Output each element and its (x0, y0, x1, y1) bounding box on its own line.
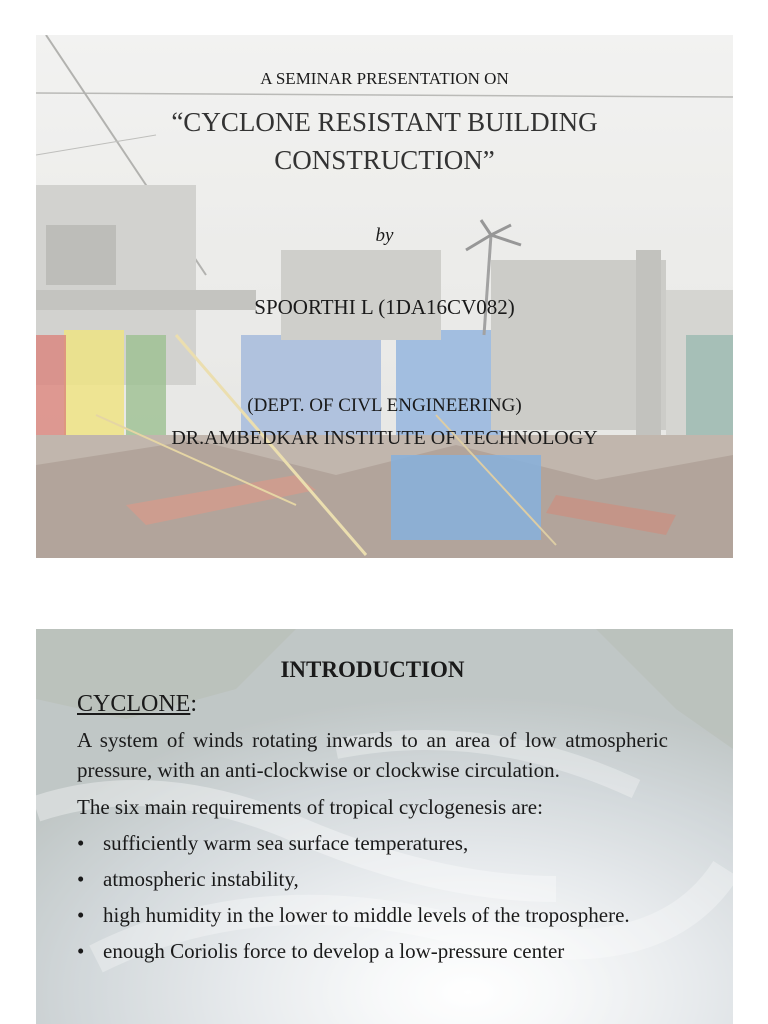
bullet: • (77, 903, 85, 927)
slide-heading: INTRODUCTION (280, 657, 465, 682)
institute-name: DR.AMBEDKAR INSTITUTE OF TECHNOLOGY (171, 427, 598, 449)
list-item-text: atmospheric instability, (103, 867, 299, 891)
bullet: • (77, 867, 85, 891)
term-label: CYCLONE (77, 691, 191, 717)
title-slide-content (36, 35, 733, 558)
introduction-content (77, 655, 668, 972)
introduction-slide (36, 629, 733, 1024)
presentation-kicker: A SEMINAR PRESENTATION ON (260, 69, 509, 88)
department: (DEPT. OF CIVL ENGINEERING) (247, 395, 522, 416)
term-line (77, 689, 668, 719)
list-item (77, 828, 668, 858)
title-slide (36, 35, 733, 558)
title-line-1: “CYCLONE RESISTANT BUILDING (171, 107, 598, 137)
cyclone-definition: A system of winds rotating inwards to an area of low atmospheric pressure, with an anti-clockwise or clockwise circulation. (77, 728, 668, 782)
title-line-2: CONSTRUCTION” (274, 145, 495, 175)
by-label: by (375, 225, 394, 246)
requirements-intro: The six main requirements of tropical cyclogenesis are: (77, 795, 543, 819)
author-name: SPOORTHI L (1DA16CV082) (254, 295, 515, 319)
bullet: • (77, 939, 85, 963)
list-item-text: high humidity in the lower to middle levels of the troposphere. (103, 903, 630, 927)
list-item (77, 936, 668, 966)
presentation-title (36, 103, 733, 179)
bullet: • (77, 831, 85, 855)
requirements-list (77, 828, 668, 966)
list-item-text: sufficiently warm sea surface temperatures, (103, 831, 469, 855)
list-item-text: enough Coriolis force to develop a low-pressure center (103, 939, 565, 963)
list-item (77, 864, 668, 894)
list-item (77, 900, 668, 930)
term-suffix: : (190, 691, 198, 717)
